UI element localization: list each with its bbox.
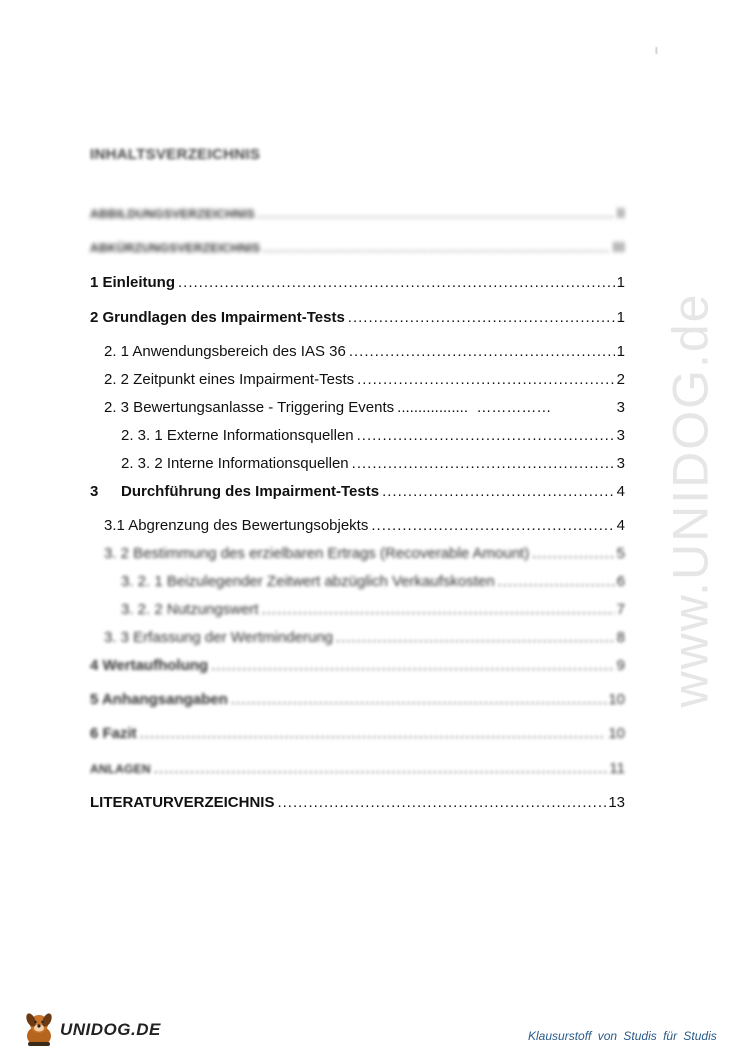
toc-entry-page: 9 bbox=[616, 657, 625, 674]
leader-dots bbox=[154, 760, 608, 778]
toc-entry-page: 4 bbox=[616, 483, 625, 500]
toc-entry-einleitung bbox=[90, 274, 625, 292]
toc-entry-page: 3 bbox=[616, 455, 625, 472]
toc-entry-page: 7 bbox=[616, 601, 625, 618]
toc-entry-label: 4 Wertaufholung bbox=[90, 657, 209, 674]
leader-dots bbox=[349, 343, 615, 361]
leader-dots bbox=[178, 274, 615, 292]
unidog-logo bbox=[22, 1010, 162, 1050]
toc-entry-nutzungswert bbox=[121, 601, 625, 619]
toc-entry-anhangsangaben bbox=[90, 691, 625, 709]
footer-tagline: Klausurstoff von Studis für Studis bbox=[528, 1029, 717, 1043]
toc-entry-label bbox=[90, 483, 382, 501]
toc-entry-anlagen bbox=[90, 760, 625, 778]
leader-dots bbox=[258, 205, 615, 223]
toc-entry-label: 2. 3. 1 Externe Informationsquellen bbox=[121, 427, 354, 444]
toc-entry-page: 1 bbox=[616, 274, 625, 291]
leader-dots bbox=[336, 629, 615, 647]
toc-entry-grundlagen bbox=[90, 309, 625, 327]
toc-entry-erfassung bbox=[104, 629, 625, 647]
toc-entry-label: 3.1 Abgrenzung des Bewertungsobjekts bbox=[104, 517, 369, 534]
toc-entry-page: 10 bbox=[608, 725, 625, 742]
leader-dots bbox=[277, 794, 606, 812]
watermark-text: www.UNIDOG.de bbox=[662, 292, 718, 708]
toc-entry-page: 1 bbox=[616, 343, 625, 360]
toc-entry-page: 10 bbox=[608, 691, 625, 708]
toc-entry-page: 6 bbox=[616, 573, 625, 590]
toc-entry-number: 3 bbox=[90, 483, 99, 500]
toc-entry-wertaufholung bbox=[90, 657, 625, 675]
toc-entry-label: 3. 3 Erfassung der Wertminderung bbox=[104, 629, 334, 646]
toc-entry-page: 3 bbox=[616, 427, 625, 444]
leader-dots bbox=[263, 239, 610, 257]
toc-entry-page: 1 bbox=[616, 309, 625, 326]
toc-entry-label: 3. 2. 1 Beizulegender Zeitwert abzüglich Verkaufskosten bbox=[121, 573, 495, 590]
toc-entry-label: 2. 3 Bewertungsanlasse - Triggering Events bbox=[104, 399, 395, 416]
logo-text: UNIDOG.DE bbox=[60, 1020, 161, 1039]
toc-entry-bewertungsanlasse bbox=[104, 399, 625, 417]
toc-entry-label: 2. 1 Anwendungsbereich des IAS 36 bbox=[104, 343, 346, 360]
toc-entry-page: 2 bbox=[616, 371, 625, 388]
leader-dots bbox=[357, 371, 615, 389]
leader-dots bbox=[352, 455, 615, 473]
leader-filler: ................. …………… bbox=[397, 399, 552, 416]
toc-entry-label: ABBILDUNGSVERZEICHNIS bbox=[90, 207, 255, 221]
leader-dots bbox=[262, 601, 615, 619]
toc-entry-page: 11 bbox=[609, 760, 625, 777]
leader-dots bbox=[140, 725, 607, 743]
toc-entry-label: 6 Fazit bbox=[90, 725, 137, 742]
toc-entry-page: III bbox=[612, 239, 625, 256]
toc-entry-bestimmung bbox=[104, 545, 625, 563]
toc-entry-label: ABKÜRZUNGSVERZEICHNIS bbox=[90, 241, 261, 255]
toc-entry-page: 5 bbox=[616, 545, 625, 562]
toc-entry-label: ANLAGEN bbox=[90, 762, 151, 776]
toc-entry-page: II bbox=[616, 205, 625, 222]
leader-dots bbox=[382, 483, 615, 501]
toc-entry-page: 8 bbox=[616, 629, 625, 646]
leader-dots bbox=[231, 691, 607, 709]
toc-entry-anwendungsbereich bbox=[104, 343, 625, 361]
toc-entry-page: 4 bbox=[616, 517, 625, 534]
leader-dots bbox=[498, 573, 615, 591]
toc-entry-literaturverzeichnis bbox=[90, 794, 625, 812]
page-number: I bbox=[655, 46, 658, 57]
watermark bbox=[640, 270, 740, 730]
toc-entry-page: 13 bbox=[608, 794, 625, 811]
toc-entry-label: 3. 2. 2 Nutzungswert bbox=[121, 601, 259, 618]
toc-entry-label: 5 Anhangsangaben bbox=[90, 691, 228, 708]
toc-entry-durchfuehrung bbox=[90, 483, 625, 501]
toc-entry-label: LITERATURVERZEICHNIS bbox=[90, 794, 275, 811]
toc-entry-beizulegender-zeitwert bbox=[121, 573, 625, 591]
toc-entry-page: 3 bbox=[616, 399, 625, 416]
toc-entry-label: 1 Einleitung bbox=[90, 274, 176, 291]
dog-icon bbox=[22, 1012, 56, 1048]
toc-entry-label: 2 Grundlagen des Impairment-Tests bbox=[90, 309, 345, 326]
leader-dots bbox=[371, 517, 614, 535]
toc-entry-title: Durchführung des Impairment-Tests bbox=[121, 483, 380, 500]
leader-dots bbox=[211, 657, 615, 675]
leader-dots bbox=[348, 309, 615, 327]
toc-entry-interne-informationsquellen bbox=[121, 455, 625, 473]
toc-entry-label: 2. 2 Zeitpunkt eines Impairment-Tests bbox=[104, 371, 355, 388]
toc-entry-abkuerzungsverzeichnis bbox=[90, 239, 625, 257]
toc-entry-externe-informationsquellen bbox=[121, 427, 625, 445]
leader-dots bbox=[357, 427, 615, 445]
toc-heading: INHALTSVERZEICHNIS bbox=[90, 146, 261, 163]
toc-entry-label: 3. 2 Bestimmung des erzielbaren Ertrags (Recoverable Amount) bbox=[104, 545, 530, 562]
leader-dots bbox=[532, 545, 614, 563]
toc-entry-abbildungsverzeichnis bbox=[90, 205, 625, 223]
toc-entry-fazit bbox=[90, 725, 625, 743]
toc-entry-label: 2. 3. 2 Interne Informationsquellen bbox=[121, 455, 349, 472]
toc-entry-abgrenzung bbox=[104, 517, 625, 535]
toc-entry-zeitpunkt bbox=[104, 371, 625, 389]
